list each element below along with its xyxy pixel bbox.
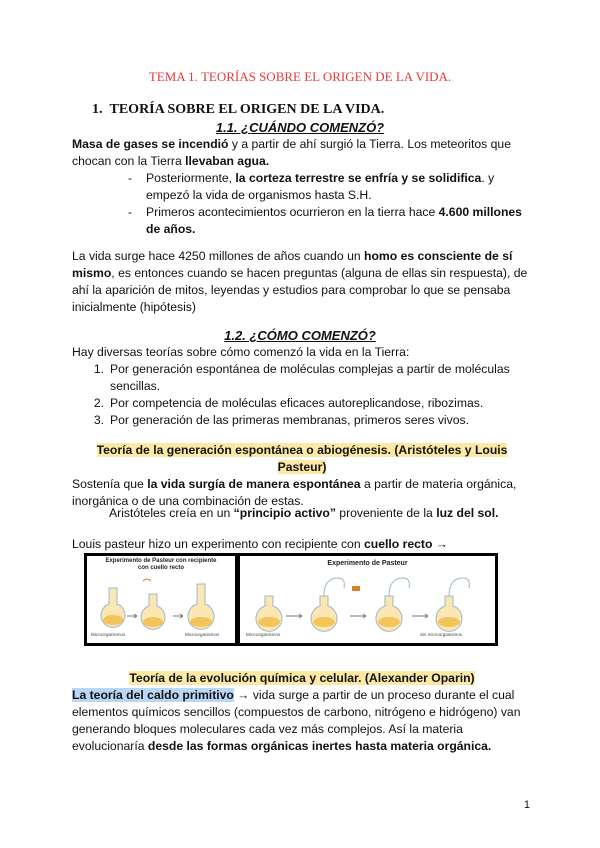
text: Posteriormente, (146, 171, 236, 185)
paragraph-vida-surge (72, 248, 532, 316)
left-label-2: Microorganismos (185, 632, 220, 637)
right-figure-title: Experimento de Pasteur (327, 560, 408, 567)
list-number: 1. (93, 362, 104, 376)
text: empezó la vida de organismos hasta S.H. (146, 188, 372, 202)
text: y a partir de ahí surgió la Tierra. Los meteoritos que (228, 137, 511, 151)
text: Experimento de Pasteur con recipiente (105, 558, 217, 564)
left-label-1: Microorganismos (91, 632, 126, 637)
bullet-dash: - (128, 205, 133, 219)
highlight-text: Teoría de la evolución química y celular. (Alexander Oparin) (129, 671, 475, 685)
bold-text: la corteza terrestre se enfría y se solidifica (235, 171, 482, 185)
bold-text: la vida surgía de manera espontánea (147, 477, 361, 491)
bullet-dash: - (128, 171, 133, 185)
text: sencillas. (110, 379, 161, 393)
text: → vida surge a partir de un proceso durante el cual (233, 688, 515, 702)
section-1-title: TEORÍA SOBRE EL ORIGEN DE LA VIDA. (109, 102, 385, 117)
text: ahí la aparición de mitos, leyendas y estudios para comprobar lo que se pensaba (72, 283, 511, 297)
subsection-1-2-heading: 1.2. ¿CÓMO COMENZÓ? (224, 328, 376, 343)
text: Aristóteles creía en un (109, 506, 234, 520)
paragraph-aristoteles (109, 505, 539, 522)
text: inicialmente (hipótesis) (72, 300, 196, 314)
list-item: Por competencia de moléculas eficaces autoreplicandose, ribozimas. (110, 396, 484, 410)
highlight-text: La teoría del caldo primitivo (72, 688, 234, 702)
bullet-corteza (146, 170, 526, 204)
text: La vida surge hace 4250 millones de años cuando un (72, 249, 365, 263)
text: Sostenía que (72, 477, 148, 491)
paragraph-caldo-primitivo (72, 687, 542, 755)
text: a partir de materia orgánica, (360, 477, 517, 491)
bold-text: luz del sol. (436, 506, 499, 520)
paragraph-pasteur (72, 536, 532, 553)
text: proveniente de la (335, 506, 437, 520)
text: elementos químicos sencillos (compuestos de carbono, nitrógeno e hidrógeno) van (72, 705, 521, 719)
paragraph-gases (72, 136, 532, 170)
figure-right-pane (240, 556, 495, 643)
bold-text: mismo (72, 266, 112, 280)
left-flasks-illustration (87, 556, 235, 643)
list-item (110, 361, 530, 395)
paragraph-teorias-intro: Hay diversas teorías sobre cómo comenzó la vida en la Tierra: (72, 345, 410, 359)
right-label-2: Sin microorganismos (420, 632, 463, 637)
subsection-1-1-heading: 1.1. ¿CUÁNDO COMENZÓ? (215, 120, 385, 135)
bullet-acontecimientos (146, 204, 526, 238)
text: chocan con la Tierra (72, 154, 186, 168)
highlight-text: Teoría de la generación espontánea o abiogénesis. (Aristóteles y Louis (96, 443, 508, 457)
bold-text: de años. (146, 222, 196, 236)
bold-text: 4.600 millones (438, 205, 522, 219)
list-number: 3. (93, 413, 104, 427)
bold-text: desde las formas orgánicas inertes hasta materia orgánica. (147, 739, 492, 753)
bold-text: “principio activo” (233, 506, 336, 520)
text: evolucionaría (72, 739, 148, 753)
theory-1-heading (72, 442, 532, 476)
section-1-number: 1. (92, 102, 103, 117)
pasteur-experiment-figure (84, 553, 498, 646)
list-number: 2. (93, 396, 104, 410)
text: generando bloques moleculares cada vez más complejos. Así la materia (72, 722, 463, 736)
text: Por generación espontánea de moléculas complejas a partir de moléculas (110, 362, 510, 376)
figure-left-pane (87, 556, 235, 643)
arrow-text: → (432, 537, 448, 551)
text: . y (481, 171, 495, 185)
text: Primeros acontecimientos ocurrieron en la tierra hace (146, 205, 439, 219)
bold-text: llevaban agua. (185, 154, 270, 168)
right-flasks-illustration (240, 556, 495, 643)
bold-text: homo es consciente de sí (364, 249, 513, 263)
bold-text: cuello recto (364, 537, 433, 551)
bold-text: Masa de gases se incendió (72, 137, 229, 151)
page-number: 1 (523, 799, 530, 811)
document-title: TEMA 1. TEORÍAS SOBRE EL ORIGEN DE LA VIDA. (148, 69, 452, 84)
list-item: Por generación de las primeras membranas, primeros seres vivos. (110, 413, 469, 427)
theory-2-heading (72, 670, 532, 687)
text: con cuello recto (137, 565, 184, 571)
text: inorgánica o de una combinación de estas. (72, 494, 304, 508)
text: , es entonces cuando se hacen preguntas (alguna de ellas sin respuesta), de (111, 266, 528, 280)
highlight-text: Pasteur) (277, 460, 327, 474)
right-label-1: Microorganismos (246, 632, 281, 637)
section-1-heading (92, 101, 384, 118)
text: Louis pasteur hizo un experimento con recipiente con (72, 537, 365, 551)
